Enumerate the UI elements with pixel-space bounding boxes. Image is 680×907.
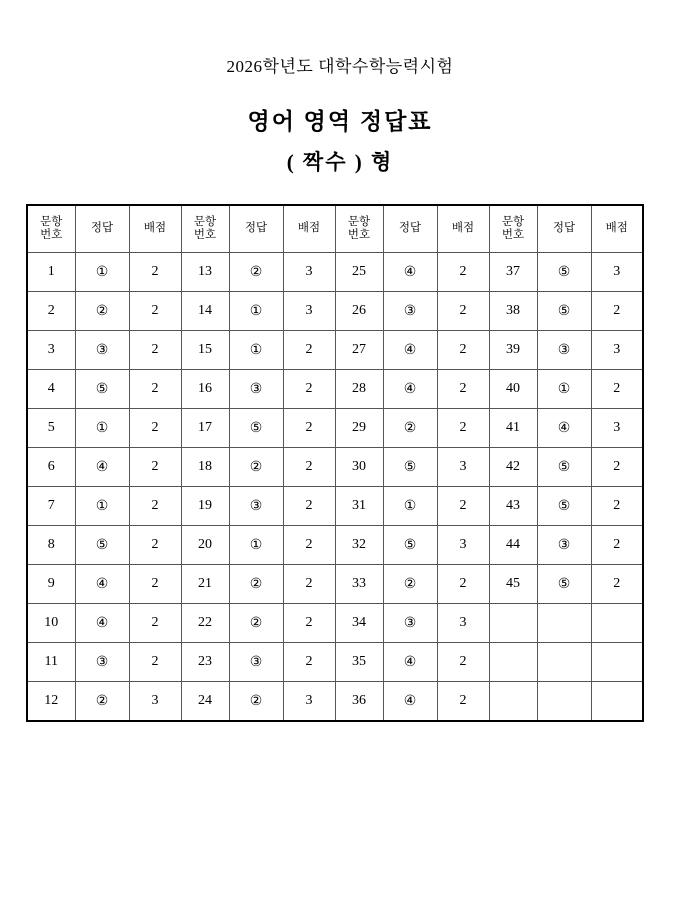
cell-number: 40 (489, 370, 537, 409)
cell-number: 13 (181, 253, 229, 292)
cell-number: 22 (181, 604, 229, 643)
table-header-row (27, 205, 643, 253)
cell-number: 12 (27, 682, 75, 722)
header-answer-4: 정답 (537, 205, 591, 253)
table-row (27, 487, 643, 526)
page-header (0, 0, 680, 176)
cell-answer: ⑤ (537, 253, 591, 292)
cell-points: 3 (129, 682, 181, 722)
table-row (27, 643, 643, 682)
cell-answer: ① (229, 526, 283, 565)
cell-answer: ⑤ (537, 448, 591, 487)
cell-number: 36 (335, 682, 383, 722)
cell-answer: ② (229, 565, 283, 604)
cell-answer: ③ (75, 643, 129, 682)
cell-number: 5 (27, 409, 75, 448)
cell-answer: ① (229, 331, 283, 370)
cell-number: 41 (489, 409, 537, 448)
header-answer-2: 정답 (229, 205, 283, 253)
header-number-line2: 번호 (40, 229, 63, 241)
cell-points: 2 (437, 682, 489, 722)
table-row (27, 331, 643, 370)
cell-points: 3 (283, 292, 335, 331)
cell-answer: ① (75, 253, 129, 292)
header-number-line1: 문항 (40, 215, 63, 228)
header-points-2: 배점 (283, 205, 335, 253)
cell-number: 33 (335, 565, 383, 604)
cell-points: 2 (283, 565, 335, 604)
cell-answer: ② (229, 253, 283, 292)
cell-points: 2 (437, 487, 489, 526)
cell-answer: ④ (383, 370, 437, 409)
cell-points: 3 (283, 253, 335, 292)
cell-number: 27 (335, 331, 383, 370)
cell-answer: ③ (229, 487, 283, 526)
header-number-line2: 번호 (347, 229, 371, 241)
table-row (27, 253, 643, 292)
cell-answer: ⑤ (537, 487, 591, 526)
cell-number: 21 (181, 565, 229, 604)
cell-points: 2 (591, 526, 643, 565)
cell-points: 3 (437, 604, 489, 643)
cell-points: 2 (283, 409, 335, 448)
header-points-1: 배점 (129, 205, 181, 253)
cell-answer: ⑤ (75, 526, 129, 565)
cell-points: 3 (591, 331, 643, 370)
cell-points: 2 (283, 604, 335, 643)
cell-answer: ③ (229, 643, 283, 682)
cell-answer: ③ (383, 604, 437, 643)
cell-answer: ② (75, 292, 129, 331)
cell-answer: ② (229, 604, 283, 643)
cell-number: 15 (181, 331, 229, 370)
cell-points: 3 (437, 448, 489, 487)
table-row (27, 565, 643, 604)
cell-number: 3 (27, 331, 75, 370)
cell-points: 2 (437, 370, 489, 409)
cell-number: 20 (181, 526, 229, 565)
header-number-1 (27, 205, 75, 253)
cell-number: 4 (27, 370, 75, 409)
cell-points: 2 (129, 643, 181, 682)
cell-points: 2 (591, 448, 643, 487)
cell-points: 2 (129, 331, 181, 370)
table-row (27, 604, 643, 643)
cell-number: 34 (335, 604, 383, 643)
table-row (27, 370, 643, 409)
cell-answer: ② (229, 448, 283, 487)
cell-points: 2 (129, 409, 181, 448)
cell-number: 18 (181, 448, 229, 487)
cell-number: 16 (181, 370, 229, 409)
table-row (27, 448, 643, 487)
cell-number: 10 (27, 604, 75, 643)
cell-points: 2 (129, 448, 181, 487)
cell-number: 19 (181, 487, 229, 526)
cell-number: 32 (335, 526, 383, 565)
cell-points: 2 (283, 370, 335, 409)
header-points-3: 배점 (437, 205, 489, 253)
cell-answer: ⑤ (75, 370, 129, 409)
cell-points: 2 (591, 370, 643, 409)
cell-answer: ⑤ (229, 409, 283, 448)
cell-answer: ① (75, 409, 129, 448)
cell-answer: ⑤ (383, 448, 437, 487)
cell-answer: ② (383, 409, 437, 448)
cell-points: 3 (591, 253, 643, 292)
cell-points: 2 (283, 331, 335, 370)
cell-number: 37 (489, 253, 537, 292)
cell-number: 39 (489, 331, 537, 370)
cell-points: 2 (591, 565, 643, 604)
answer-table (26, 204, 644, 722)
cell-answer: ④ (75, 604, 129, 643)
cell-number: 38 (489, 292, 537, 331)
cell-answer: ② (75, 682, 129, 722)
cell-points: 2 (283, 448, 335, 487)
cell-number: 25 (335, 253, 383, 292)
table-row (27, 292, 643, 331)
filler-cell (591, 604, 643, 643)
header-number-line2: 번호 (501, 229, 525, 241)
cell-answer: ③ (537, 526, 591, 565)
filler-cell (489, 682, 537, 722)
filler-cell (489, 643, 537, 682)
filler-cell (537, 643, 591, 682)
header-answer-3: 정답 (383, 205, 437, 253)
cell-points: 2 (129, 253, 181, 292)
cell-number: 28 (335, 370, 383, 409)
cell-number: 7 (27, 487, 75, 526)
header-number-2 (181, 205, 229, 253)
cell-answer: ④ (383, 331, 437, 370)
cell-answer: ③ (229, 370, 283, 409)
cell-points: 2 (283, 643, 335, 682)
cell-points: 3 (437, 526, 489, 565)
filler-cell (537, 682, 591, 722)
header-number-3 (335, 205, 383, 253)
header-points-4: 배점 (591, 205, 643, 253)
cell-points: 2 (437, 253, 489, 292)
cell-answer: ① (383, 487, 437, 526)
cell-points: 3 (283, 682, 335, 722)
header-number-line1: 문항 (193, 215, 217, 228)
filler-cell (591, 682, 643, 722)
cell-number: 23 (181, 643, 229, 682)
cell-number: 6 (27, 448, 75, 487)
cell-number: 43 (489, 487, 537, 526)
cell-points: 2 (437, 409, 489, 448)
cell-number: 45 (489, 565, 537, 604)
cell-number: 26 (335, 292, 383, 331)
cell-answer: ⑤ (383, 526, 437, 565)
page-title: 영어 영역 정답표 (247, 109, 433, 134)
filler-cell (537, 604, 591, 643)
cell-points: 2 (129, 526, 181, 565)
cell-points: 2 (437, 292, 489, 331)
cell-answer: ① (75, 487, 129, 526)
cell-answer: ③ (537, 331, 591, 370)
cell-points: 2 (437, 643, 489, 682)
filler-cell (591, 643, 643, 682)
cell-number: 42 (489, 448, 537, 487)
form-type-label: ( 짝수 ) 형 (286, 150, 394, 174)
cell-number: 9 (27, 565, 75, 604)
answer-table-wrap (26, 204, 644, 722)
header-number-4 (489, 205, 537, 253)
cell-number: 44 (489, 526, 537, 565)
header-number-line1: 문항 (501, 215, 525, 228)
cell-points: 2 (283, 526, 335, 565)
cell-answer: ④ (537, 409, 591, 448)
table-row (27, 409, 643, 448)
cell-points: 2 (129, 565, 181, 604)
table-row (27, 526, 643, 565)
cell-answer: ⑤ (537, 292, 591, 331)
cell-answer: ③ (75, 331, 129, 370)
cell-points: 2 (591, 292, 643, 331)
cell-points: 2 (129, 604, 181, 643)
cell-number: 24 (181, 682, 229, 722)
header-number-line2: 번호 (193, 229, 217, 241)
answer-table-body (27, 253, 643, 722)
cell-answer: ① (229, 292, 283, 331)
cell-answer: ④ (383, 643, 437, 682)
cell-answer: ① (537, 370, 591, 409)
exam-year-title: 2026학년도 대학수학능력시험 (226, 57, 454, 76)
cell-number: 11 (27, 643, 75, 682)
cell-answer: ④ (75, 565, 129, 604)
cell-answer: ④ (383, 253, 437, 292)
cell-number: 17 (181, 409, 229, 448)
cell-points: 2 (437, 565, 489, 604)
cell-number: 2 (27, 292, 75, 331)
cell-points: 2 (129, 370, 181, 409)
cell-answer: ④ (383, 682, 437, 722)
cell-answer: ④ (75, 448, 129, 487)
cell-answer: ② (383, 565, 437, 604)
cell-answer: ② (229, 682, 283, 722)
cell-points: 2 (591, 487, 643, 526)
cell-points: 3 (591, 409, 643, 448)
table-row (27, 682, 643, 722)
cell-number: 14 (181, 292, 229, 331)
cell-points: 2 (437, 331, 489, 370)
cell-number: 35 (335, 643, 383, 682)
cell-number: 8 (27, 526, 75, 565)
cell-answer: ③ (383, 292, 437, 331)
cell-points: 2 (129, 487, 181, 526)
filler-cell (489, 604, 537, 643)
cell-number: 31 (335, 487, 383, 526)
cell-points: 2 (283, 487, 335, 526)
cell-points: 2 (129, 292, 181, 331)
header-number-line1: 문항 (347, 215, 371, 228)
cell-number: 1 (27, 253, 75, 292)
header-answer-1: 정답 (75, 205, 129, 253)
cell-number: 30 (335, 448, 383, 487)
cell-number: 29 (335, 409, 383, 448)
cell-answer: ⑤ (537, 565, 591, 604)
